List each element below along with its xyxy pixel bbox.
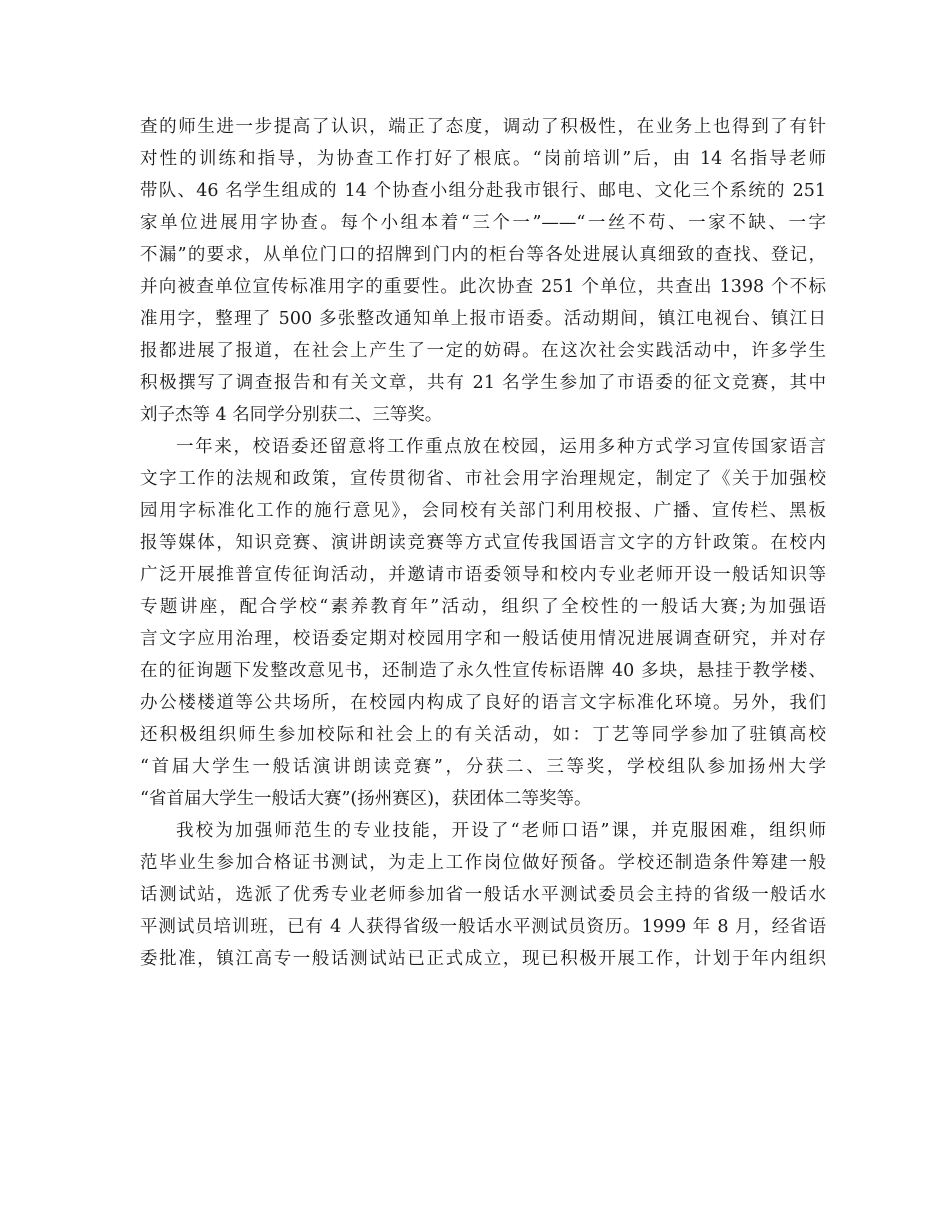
text-line: 准用字，整理了 500 多张整改通知单上报市语委。活动期间，镇江电视台、镇江日 — [140, 309, 826, 329]
text-line: 言文字应用治理，校语委定期对校园用字和一般话使用情况进展调查研究，并对存 — [140, 629, 826, 649]
text-line: 广泛开展推普宣传征询活动，并邀请市语委领导和校内专业老师开设一般话知识等 — [140, 565, 826, 585]
text-line: 话测试站，选派了优秀专业老师参加省一般话水平测试委员会主持的省级一般话水 — [140, 885, 826, 905]
text-line: 还积极组织师生参加校际和社会上的有关活动，如：丁艺等同学参加了驻镇高校 — [140, 725, 826, 745]
text-line: 平测试员培训班，已有 4 人获得省级一般话水平测试员资历。1999 年 8 月，经省语 — [140, 917, 826, 937]
text-line: 报都进展了报道，在社会上产生了一定的妨碍。在这次社会实践活动中，许多学生 — [140, 341, 826, 361]
text-line: 刘子杰等 4 名同学分别获二、三等奖。 — [140, 405, 443, 425]
text-line: 文字工作的法规和政策，宣传贯彻省、市社会用字治理规定，制定了《关于加强校 — [140, 469, 826, 489]
text-line: 在的征询题下发整改意见书，还制造了永久性宣传标语牌 40 多块，悬挂于教学楼、 — [140, 661, 826, 681]
text-line: 带队、46 名学生组成的 14 个协查小组分赴我市银行、邮电、文化三个系统的 251 — [140, 181, 826, 201]
paragraph-3 — [140, 815, 826, 975]
text-line: 一年来，校语委还留意将工作重点放在校园，运用多种方式学习宣传国家语言 — [176, 437, 826, 457]
document-body — [140, 111, 826, 975]
text-line: 园用字标准化工作的施行意见》，会同校有关部门利用校报、广播、宣传栏、黑板 — [140, 501, 826, 521]
text-line: 家单位进展用字协查。每个小组本着“三个一”——“一丝不苟、一家不缺、一字 — [140, 213, 826, 233]
text-line: “省首届大学生一般话大赛”(扬州赛区)，获团体二等奖等。 — [140, 789, 592, 809]
text-line: 并向被查单位宣传标准用字的重要性。此次协查 251 个单位，共查出 1398 个不标 — [140, 277, 826, 297]
paragraph-1 — [140, 111, 826, 431]
text-line: 我校为加强师范生的专业技能，开设了“老师口语”课，并克服困难，组织师 — [176, 821, 826, 841]
text-line: 不漏”的要求，从单位门口的招牌到门内的柜台等各处进展认真细致的查找、登记， — [140, 245, 826, 265]
text-line: 报等媒体，知识竞赛、演讲朗读竞赛等方式宣传我国语言文字的方针政策。在校内 — [140, 533, 826, 553]
text-line: 对性的训练和指导，为协查工作打好了根底。“岗前培训”后，由 14 名指导老师 — [140, 149, 826, 169]
text-line: 专题讲座，配合学校“素养教育年”活动，组织了全校性的一般话大赛;为加强语 — [140, 597, 826, 617]
text-line: 委批准，镇江高专一般话测试站已正式成立，现已积极开展工作，计划于年内组织 — [140, 949, 826, 969]
text-line: 办公楼楼道等公共场所，在校园内构成了良好的语言文字标准化环境。另外，我们 — [140, 693, 826, 713]
text-line: 查的师生进一步提高了认识，端正了态度，调动了积极性，在业务上也得到了有针 — [140, 117, 826, 137]
text-line: 范毕业生参加合格证书测试，为走上工作岗位做好预备。学校还制造条件筹建一般 — [140, 853, 826, 873]
text-line: “首届大学生一般话演讲朗读竞赛”，分获二、三等奖，学校组队参加扬州大学 — [140, 757, 826, 777]
text-line: 积极撰写了调查报告和有关文章，共有 21 名学生参加了市语委的征文竞赛，其中 — [140, 373, 826, 393]
paragraph-2 — [140, 431, 826, 815]
